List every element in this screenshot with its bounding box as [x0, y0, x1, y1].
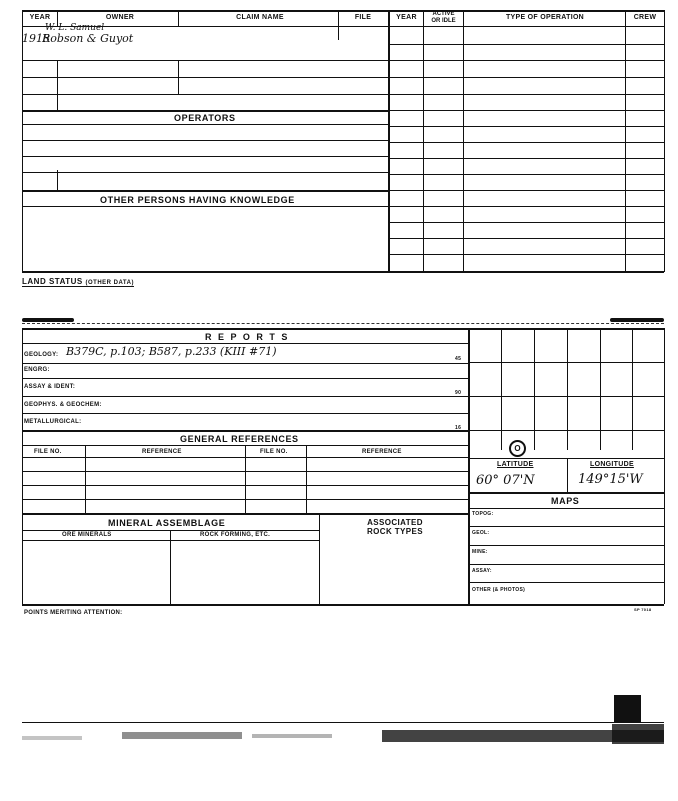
longitude-label: LONGITUDE — [590, 461, 634, 468]
reports-title: R E P O R T S — [205, 332, 290, 342]
associated-rock-types-label: ASSOCIATED ROCK TYPES — [366, 518, 423, 536]
header-year: YEAR — [29, 14, 51, 21]
rock-forming-label: ROCK FORMING, ETC. — [200, 532, 271, 538]
report-value-geology: B379C, p.103; B587, p.233 (KIII #71) — [66, 345, 277, 358]
report-label-geology: GEOLOGY: — [24, 352, 59, 358]
report-code-geology: 45 — [455, 356, 462, 362]
ref-header-file-no-2: FILE NO. — [260, 449, 288, 455]
form-code: SP 7018 — [634, 607, 652, 612]
other-persons-label: OTHER PERSONS HAVING KNOWLEDGE — [100, 195, 295, 205]
report-label-geophys: GEOPHYS. & GEOCHEM: — [24, 402, 102, 408]
report-code-metallurgical: 16 — [455, 425, 462, 431]
header-claim-name: CLAIM NAME — [236, 14, 284, 21]
general-references-title: GENERAL REFERENCES — [180, 434, 299, 444]
entry-owner-line1: W. L. Samuel — [45, 23, 105, 33]
latitude-value: 60° 07'N — [476, 473, 535, 488]
header-active-idle: ACTIVE OR IDLE — [431, 11, 456, 24]
latitude-label: LATITUDE — [497, 461, 534, 468]
entry-owner-line2: Robson & Guyot — [42, 32, 134, 45]
points-meriting-attention-label: POINTS MERITING ATTENTION: — [24, 610, 123, 616]
ref-header-reference-1: REFERENCE — [142, 449, 182, 455]
report-label-assay: ASSAY & IDENT: — [24, 384, 76, 390]
land-status-sub: (OTHER DATA) — [85, 280, 134, 286]
map-row-topog: TOPOG: — [472, 511, 494, 517]
land-status — [22, 277, 134, 287]
ref-header-reference-2: REFERENCE — [362, 449, 402, 455]
map-point-label: O — [514, 444, 521, 453]
map-point-marker — [509, 440, 526, 457]
maps-label: MAPS — [551, 496, 580, 506]
report-code-assay: 90 — [455, 390, 462, 396]
scan-noise-band — [22, 724, 664, 754]
header-file: FILE — [354, 14, 372, 21]
entry-year: 1918 — [22, 32, 50, 45]
operators-label: OPERATORS — [174, 113, 236, 123]
map-row-other: OTHER (& PHOTOS) — [472, 587, 526, 593]
report-label-metallurgical: METALLURGICAL: — [24, 419, 82, 425]
report-label-engrg: ENGRG: — [24, 367, 50, 373]
ref-header-file-no-1: FILE NO. — [34, 449, 62, 455]
header-type-of-operation: TYPE OF OPERATION — [505, 14, 585, 21]
mineral-assemblage-title: MINERAL ASSEMBLAGE — [108, 518, 226, 528]
ore-minerals-label: ORE MINERALS — [62, 532, 112, 538]
map-row-geol: GEOL: — [472, 530, 490, 536]
longitude-value: 149°15'W — [578, 472, 643, 487]
header-owner: OWNER — [105, 14, 135, 21]
map-row-mine: MINE: — [472, 549, 488, 555]
map-row-assay: ASSAY: — [472, 568, 492, 574]
scan-black-square — [614, 695, 641, 722]
header-year-2: YEAR — [396, 14, 417, 21]
land-status-label: LAND STATUS — [22, 277, 83, 286]
header-crew: CREW — [633, 14, 657, 21]
scan-bottom-rule — [22, 722, 664, 723]
